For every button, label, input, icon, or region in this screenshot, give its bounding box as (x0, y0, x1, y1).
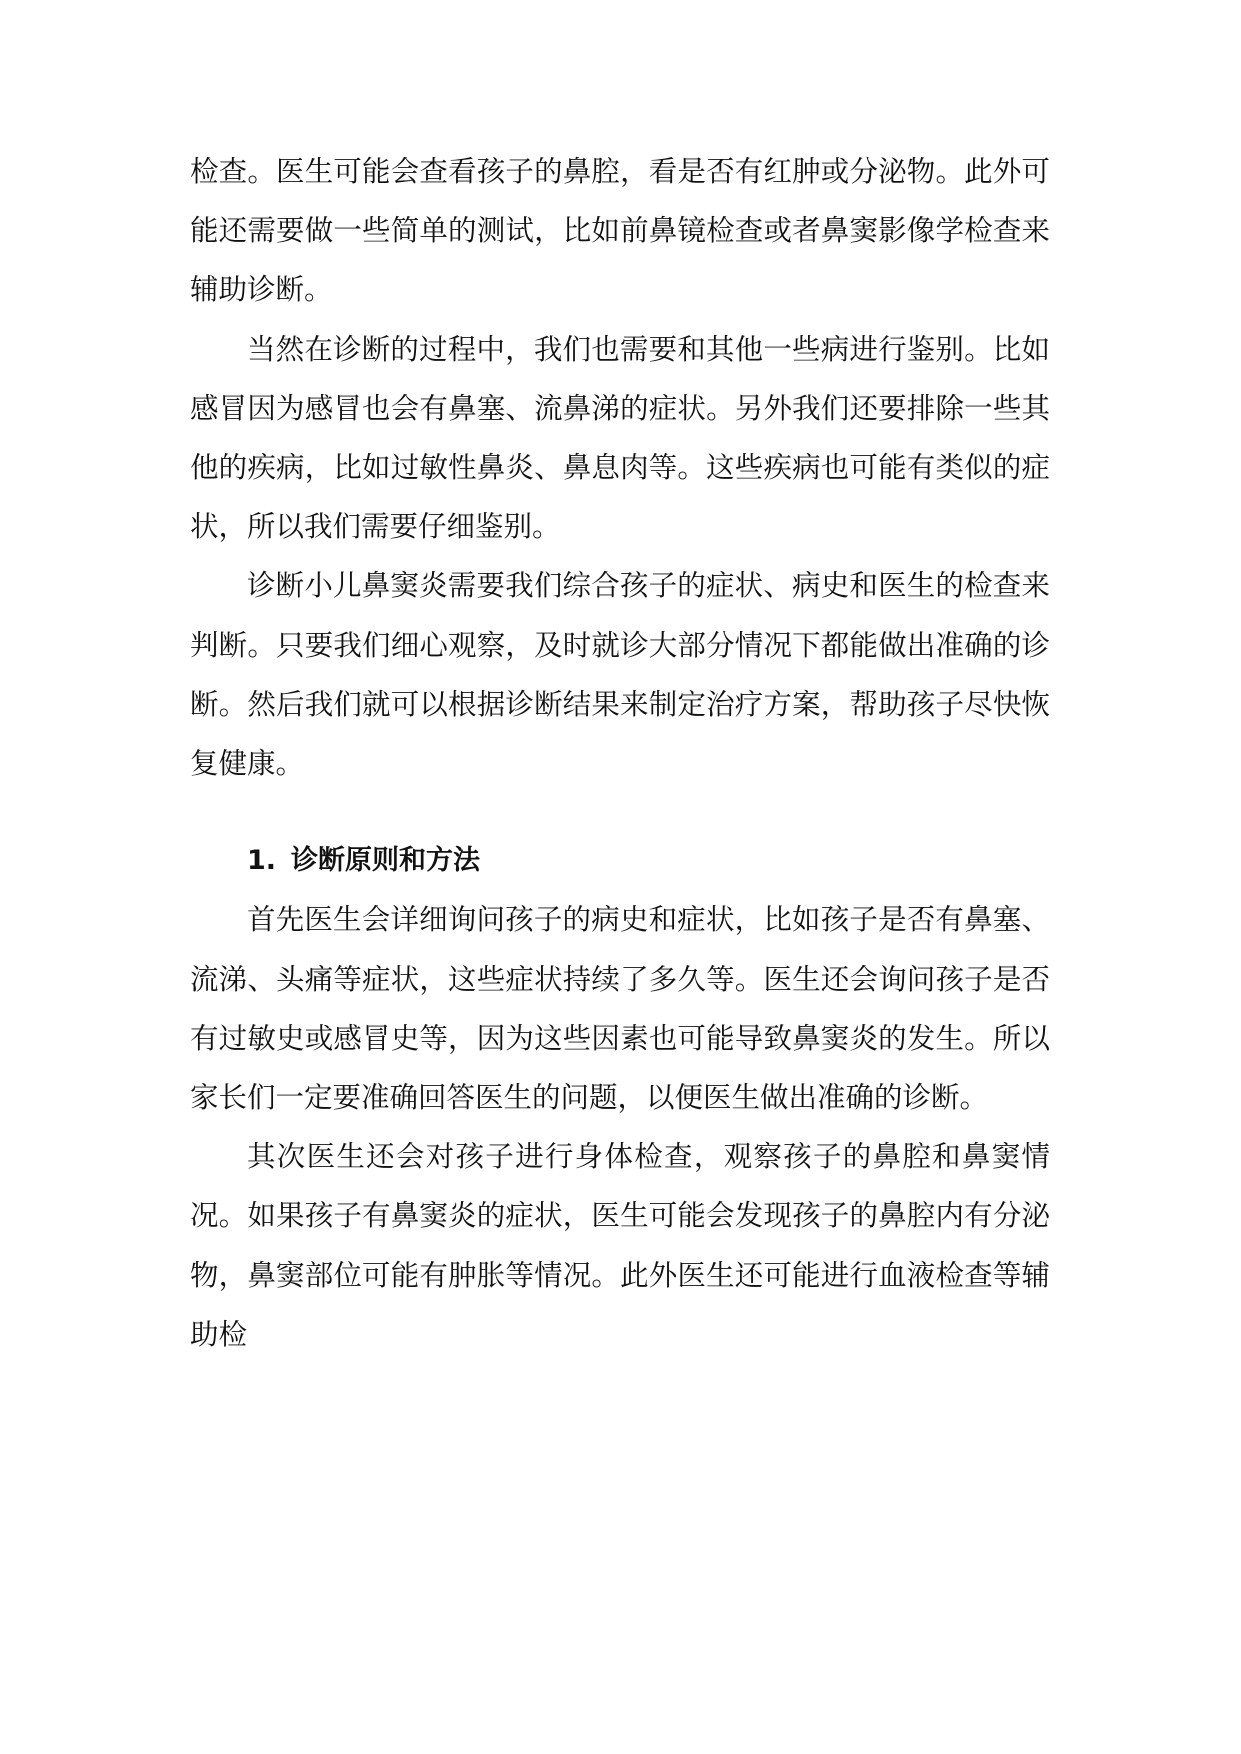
paragraph-diagnosis-summary: 诊断小儿鼻窦炎需要我们综合孩子的症状、病史和医生的检查来判断。只要我们细心观察，及时就诊大部分情况下都能做出准确的诊断。然后我们就可以根据诊断结果来制定治疗方案，帮助孩子尽快恢复健康。 (190, 569, 1050, 781)
section-heading (190, 831, 1050, 890)
paragraph-physical-exam: 其次医生还会对孩子进行身体检查，观察孩子的鼻腔和鼻窦情况。如果孩子有鼻窦炎的症状，医生可能会发现孩子的鼻腔内有分泌物，鼻窦部位可能有肿胀等情况。此外医生还可能进行血液检查等辅助检 (190, 1140, 1050, 1351)
paragraph-differential-diagnosis: 当然在诊断的过程中，我们也需要和其他一些病进行鉴别。比如感冒因为感冒也会有鼻塞、流鼻涕的症状。另外我们还要排除一些其他的疾病，比如过敏性鼻炎、鼻息肉等。这些疾病也可能有类似的症状，所以我们需要仔细鉴别。 (190, 332, 1050, 544)
document-body (190, 142, 1050, 1364)
section-title: 诊断原则和方法 (291, 845, 480, 877)
section-number: 1. (247, 845, 277, 877)
paragraph-history-inquiry: 首先医生会详细询问孩子的病史和症状，比如孩子是否有鼻塞、流涕、头痛等症状，这些症状持续了多久等。医生还会询问孩子是否有过敏史或感冒史等，因为这些因素也可能导致鼻窦炎的发生。所以家长们一定要准确回答医生的问题，以便医生做出准确的诊断。 (190, 903, 1050, 1115)
paragraph-continued: 检查。医生可能会查看孩子的鼻腔，看是否有红肿或分泌物。此外可能还需要做一些简单的测试，比如前鼻镜检查或者鼻窦影像学检查来辅助诊断。 (190, 155, 1050, 307)
